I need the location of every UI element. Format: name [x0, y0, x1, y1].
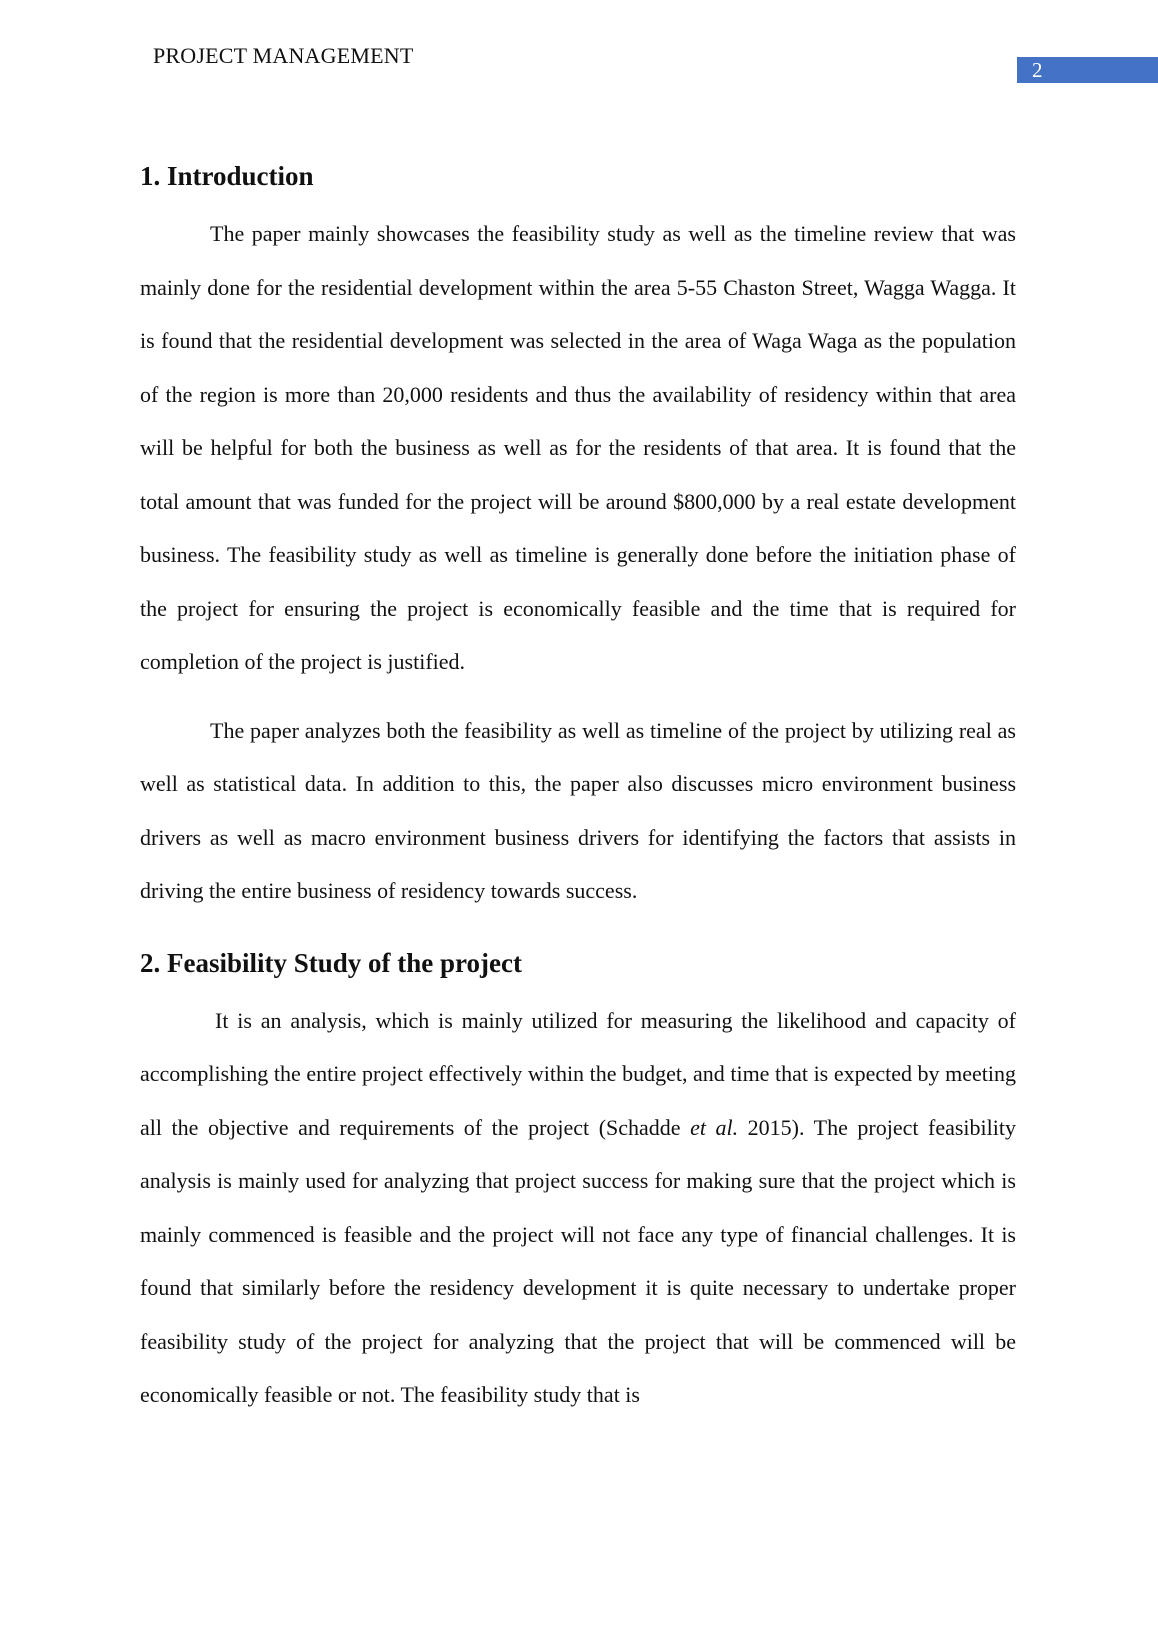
section-feasibility-study: [140, 945, 1016, 1422]
running-head-title: PROJECT MANAGEMENT: [153, 43, 414, 68]
citation-et-al: et al.: [690, 1114, 739, 1140]
intro-paragraph-2: The paper analyzes both the feasibility as well as timeline of the project by utilizing real as well as statistical data. In addition to this, the paper also discusses micro environment business drivers as well as macro environment business drivers for identifying the factors that assists in driving the entire business of residency towards success.: [140, 717, 1016, 903]
feasibility-text-part-2: 2015). The project feasibility analysis is mainly used for analyzing that project success for making sure that the project which is mainly commenced is feasible and the project will not face any type of financial challenges. It is found that similarly before the residency development it is quite necessary to undertake proper feasibility study of the project for analyzing that the project that will be commenced will be economically feasible or not. The feasibility study that is: [140, 1114, 1016, 1407]
feasibility-paragraph: [140, 994, 1016, 1422]
section-heading-introduction: 1. Introduction: [140, 161, 314, 191]
section-introduction: [140, 158, 1016, 918]
page-number-badge: 2: [1017, 57, 1158, 83]
intro-paragraph-1: The paper mainly showcases the feasibility study as well as the timeline review that was mainly done for the residential development within the area 5-55 Chaston Street, Wagga Wagga. It is found that the residential development was selected in the area of Waga Waga as the population of the region is more than 20,000 residents and thus the availability of residency within that area will be helpful for both the business as well as for the residents of that area. It is found that the total amount that was funded for the project will be around $800,000 by a real estate development business. The feasibility study as well as timeline is generally done before the initiation phase of the project for ensuring the project is economically feasible and the time that is required for completion of the project is justified.: [140, 221, 1016, 674]
feasibility-text-part-1: It is an analysis, which is mainly utilized for measuring the likelihood and capacity of accomplishing the entire project effectively within the budget, and time that is expected by meeting all the objective and requirements of the project (Schadde: [140, 1007, 1016, 1140]
page-content: [140, 158, 1016, 1422]
section-heading-feasibility: 2. Feasibility Study of the project: [140, 947, 522, 978]
